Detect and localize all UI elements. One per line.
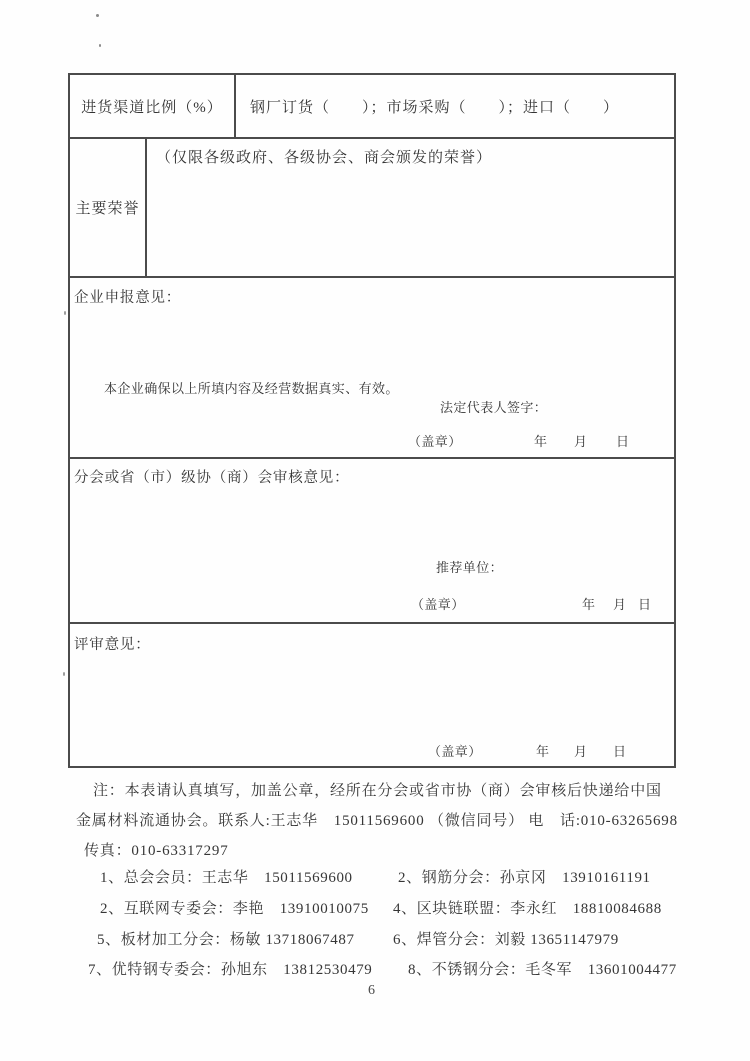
honors-label: 主要荣誉: [75, 201, 140, 217]
note-line-3: 传真：010-63317297: [84, 843, 229, 859]
channel-ratio-value-cell: [236, 75, 674, 137]
honors-hint: （仅限各级政府、各级协会、商会颁发的荣誉）: [156, 150, 493, 166]
channel-ratio-label: 进货渠道比例（%）: [81, 99, 223, 116]
scan-artifact: [64, 311, 66, 315]
evaluation-section: [70, 624, 674, 766]
recommending-unit-label: 推荐单位：: [436, 560, 504, 575]
channel-ratio-label-cell: [70, 75, 236, 137]
declaration-statement: 本企业确保以上所填内容及经营数据真实、有效。: [104, 381, 399, 396]
page-number: 6: [368, 983, 375, 998]
contact-item: 4、区块链联盟：李永红 18810084688: [393, 901, 662, 917]
channel-ratio-value: 钢厂订货（ ）；市场采购（ ）；进口（ ）: [250, 99, 620, 116]
company-declaration-title: 企业申报意见：: [74, 290, 182, 306]
contact-item: 1、总会会员：王志华 15011569600: [100, 870, 353, 886]
contact-item: 2、钢筋分会：孙京冈 13910161191: [398, 870, 651, 886]
day-label: 日: [616, 434, 630, 449]
month-label: 月: [574, 744, 588, 759]
stamp-label: （盖章）: [411, 597, 465, 612]
branch-review-title: 分会或省（市）级协（商）会审核意见：: [74, 470, 350, 486]
contact-item: 5、板材加工分会：杨敏 13718067487: [97, 932, 355, 948]
year-label: 年: [536, 744, 550, 759]
note-line-1: 注：本表请认真填写，加盖公章，经所在分会或省市协（商）会审核后快递给中国: [93, 783, 662, 799]
branch-review-section: [70, 459, 674, 624]
contact-item: 7、优特钢专委会：孙旭东 13812530479: [88, 962, 373, 978]
day-label: 日: [613, 744, 627, 759]
scan-artifact: [63, 672, 65, 676]
honors-content-cell: [147, 139, 674, 276]
year-label: 年: [534, 434, 548, 449]
legal-representative-signature-label: 法定代表人签字：: [440, 400, 548, 415]
scan-artifact: [96, 14, 99, 17]
note-line-2: 金属材料流通协会。联系人:王志华 15011569600 （微信同号） 电 话:010-63265698: [76, 813, 678, 829]
application-form-table: [68, 73, 676, 768]
honors-row: [70, 139, 674, 278]
day-label: 日: [638, 597, 652, 612]
year-label: 年: [582, 597, 596, 612]
contact-item: 6、焊管分会：刘毅 13651147979: [393, 932, 619, 948]
month-label: 月: [613, 597, 627, 612]
scan-artifact: [99, 44, 101, 47]
contact-item: 8、不锈钢分会：毛冬军 13601004477: [408, 962, 677, 978]
contact-item: 2、互联网专委会：李艳 13910010075: [100, 901, 369, 917]
company-declaration-section: [70, 278, 674, 459]
honors-label-cell: [70, 139, 147, 276]
evaluation-title: 评审意见：: [74, 637, 151, 653]
stamp-label: （盖章）: [428, 744, 482, 759]
channel-ratio-row: [70, 75, 674, 139]
stamp-label: （盖章）: [408, 434, 462, 449]
month-label: 月: [574, 434, 588, 449]
